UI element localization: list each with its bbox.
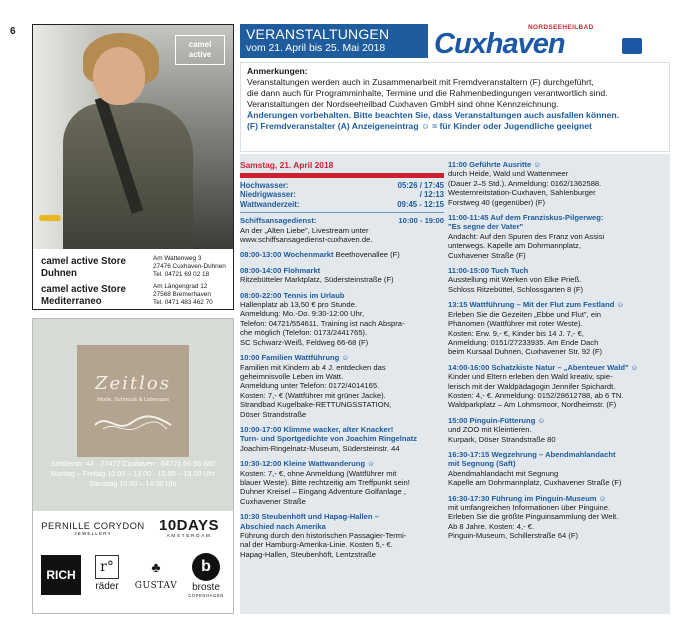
cuxhaven-logo [434, 24, 668, 60]
camel-active-ad [32, 24, 234, 310]
date-range: vom 21. April bis 25. Mai 2018 [246, 43, 386, 54]
event-item: 11:00-11:45 Auf dem Franziskus-Pilgerweg: "Es segne der Vater" Andacht: Auf den Spuren des Franz von Assisi unterwegs. Kapelle am Dohrmannplatz, Cuxhavener Straße (F) [448, 213, 605, 260]
zeitlos-logo-card [77, 345, 189, 457]
event-item: 16:30-17:15 Wegzehrung – Abendmahlandacht mit Segnung (Saft) Abendmahlandacht mit Segnung Kapelle am Dohrmannplatz, Cuxhavener Straße (F) [448, 449, 622, 488]
brand-row [33, 513, 233, 549]
zeitlos-ad [32, 318, 234, 614]
logo-kicker: NORDSEEHEILBAD [528, 24, 594, 31]
tide-row: Wattwanderzeit: 09:45 - 12:15 [240, 199, 444, 209]
store-list [33, 249, 233, 310]
event-item: 08:00-14:00 Flohmarkt Ritzebütteler Marktplatz, Südersteinstraße (F) [240, 265, 394, 285]
notes-notice: Änderungen vorbehalten. Bitte beachten Sie, dass Veranstaltungen auch ausfallen können. [247, 110, 620, 120]
zeitlos-tagline: Mode, Schmuck & Lebensart [97, 397, 169, 403]
page-title: VERANSTALTUNGEN [246, 26, 390, 42]
notes-line: Veranstaltungen der Nordseeheilbad Cuxhaven GmbH sind ohne Kennzeichnung. [247, 99, 559, 109]
logo-wordmark: Cuxhaven [434, 28, 565, 60]
event-item: 10:30 Steubenhöft und Hapag-Hallen – Abschied nach Amerika Führung durch den historischen Passagier-Termi- nal der Hamburg-Amerika-Linie. Kosten 5,- €. Hapag-Hallen, Steubenhöft, Lentzstraße [240, 512, 407, 559]
zeitlos-banner [33, 319, 233, 511]
event-item: 10:00 Familien Wattführung ☺ Familien mit Kindern ab 4 J. entdecken das geheimnisvolle Leben im Watt. Anmeldung unter Telefon: 0172/4014165. Kosten: 7,- € (Wattführer mit grüner Jacke). Strandbad Kugelbake-RETTUNGSSTATION, Döser Strandstraße [240, 353, 392, 419]
event-item: 10:30-12:00 Kleine Wattwanderung ☺ Kosten: 7,- €, ohne Anmeldung (Wattführer mit blauer Weste). Bitte rechtzeitig am Treffpunkt sein! Duhner Kreisel – Eingang Adventure Golfanlage , Cuxhavener Straße [240, 459, 410, 506]
notes-line: die dann auch für Programminhalte, Termine und die Rahmenbedingungen verantwortlich sind. [247, 88, 608, 98]
event-item: 15:00 Pinguin-Fütterung ☺ und ZOO mit Kleintieren. Kurpark, Döser Strandstraße 80 [448, 415, 556, 444]
divider [240, 212, 444, 213]
event-item: 11:00 Geführte Ausritte ☺ durch Heide, Wald und Wattenmeer (Dauer 2–5 Std.). Anmeldung: 0162/1362588. Westernreitstation-Cuxhaven, Sahlenburger Forstweg 40 (gegenüber) (F) [448, 160, 602, 207]
event-item: 08:00-13:00 Wochenmarkt Beethovenallee (F) [240, 250, 400, 260]
tendays-logo: 10DAYS AMSTERDAM [159, 517, 219, 539]
tide-row: Hochwasser: 05:26 / 17:45 [240, 181, 444, 190]
notes-box [240, 62, 670, 152]
zeitlos-address-hours: Schillerstr. 44 · 27472 Cuxhaven · 04721 66 56 880 Montag – Freitag 10.00 – 13.00 · 15.00 – 18.00 Uhr Samstag 10.00 – 14.00 Uhr [50, 459, 216, 488]
day-heading: Samstag, 21. April 2018 [240, 160, 334, 170]
tide-row: Niedrigwasser: / 12:13 [240, 190, 444, 200]
photo-person-head [93, 47, 145, 105]
event-item: 14:00-16:00 Schatzkiste Natur – „Abenteuer Wald" ☺ Kinder und Eltern erleben den Wald kreativ, spie- lerisch mit der Waldpädagogin Jennifer Spichardt. Kosten: 4,- €. Anmeldung: 0152/28612788, ab 6 TN. Waldparkplatz – Am Lohmsmoor, Nordheimstr. (F) [448, 362, 639, 410]
event-item: Schiffsansagedienst: 10:00 - 19:00 An der „Alten Liebe", Livestream unter www.schiffsansagedienst-cuxhaven.de. [240, 216, 444, 245]
event-item: 10:00-17:00 Klimme wacker, alter Knacker! Turn- und Sportgedichte von Joachim Ringelnatz Joachim-Ringelnatz-Museum, Südersteinstr. 44 [240, 424, 418, 453]
event-item: 13:15 Wattführung – Mit der Flut zum Festland ☺ Erleben Sie die Gezeiten „Ebbe und Flut", ein Phänomen (Wattführer mit roter Weste). Kosten: Erw. 9,- €, Kinder bis 14 J. 7,- €, Anmeldung: 0151/27233935. Am Ende Dach beim Kursaal Duhnen, Cuxhavener Str. 92 (F) [448, 300, 625, 357]
day-divider [240, 173, 444, 178]
ad-photo [33, 25, 233, 249]
broste-logo: b broste COPENHAGEN [183, 553, 229, 598]
gustav-logo: ♣ GUSTAV [134, 559, 178, 591]
camel-brand-mark [39, 215, 61, 221]
event-item: 08:00-22:00 Tennis im Urlaub Hallenplatz ab 13,50 € pro Stunde. Anmeldung: Mo.-Do. 9:30-12:00 Uhr, Telefon: 04721/554611. Training ist nach Abspra- che möglich (Telefon: 0173/2441765). SC Schwarz-Weiß, Feldweg 66-68 (F) [240, 290, 405, 347]
zeitlos-logo: Zeitlos [95, 373, 171, 394]
page-number: 6 [10, 26, 16, 37]
events-column-left [240, 160, 444, 565]
event-item: 16:30-17:30 Führung im Pinguin-Museum ☺ mit umfangreichen Informationen über Pinguine. Erleben Sie die größte Pinguinsammlung der Welt. Ab 8 Jahre. Kosten: 4,- €. Pinguin-Museum, Schillerstraße 64 (F) [448, 493, 619, 541]
store-name: camel active Store Mediterraneo [41, 283, 126, 307]
camel-active-logo: camel active [175, 35, 225, 65]
flower-icon: ♣ [151, 559, 161, 575]
event-item: 11:00-15:00 Tuch Tuch Ausstellung mit Werken von Elke Prieß. Schloss Ritzebüttel, Schlossgarten 8 (F) [448, 266, 584, 294]
pernille-corydon-logo: PERNILLE CORYDON JEWELLERY [41, 521, 145, 537]
store-name: camel active Store Duhnen [41, 255, 126, 279]
brand-row [33, 551, 233, 613]
events-column-right [448, 160, 670, 547]
store-address: Am Wattenweg 3 27476 Cuxhaven-Duhnen Tel. 04721 69 02 18 [153, 255, 226, 278]
store-address: Am Längengrad 12 27568 Bremerhaven Tel. 0471 483 462 70 [153, 283, 213, 306]
wave-ornament-icon [93, 411, 173, 435]
rich-logo: RICH [41, 555, 81, 595]
notes-line: Veranstaltungen werden auch in Zusammenarbeit mit Fremdveranstaltern (F) durchgeführt, [247, 77, 594, 87]
notes-heading: Anmerkungen: [247, 66, 308, 76]
raeder-logo: r° räder [89, 555, 125, 592]
logo-badge-icon [622, 38, 642, 54]
events-header [240, 24, 428, 58]
notes-legend: (F) Fremdveranstalter (A) Anzeigeneintrag ☺ = für Kinder oder Jugendliche geeignet [247, 121, 592, 131]
